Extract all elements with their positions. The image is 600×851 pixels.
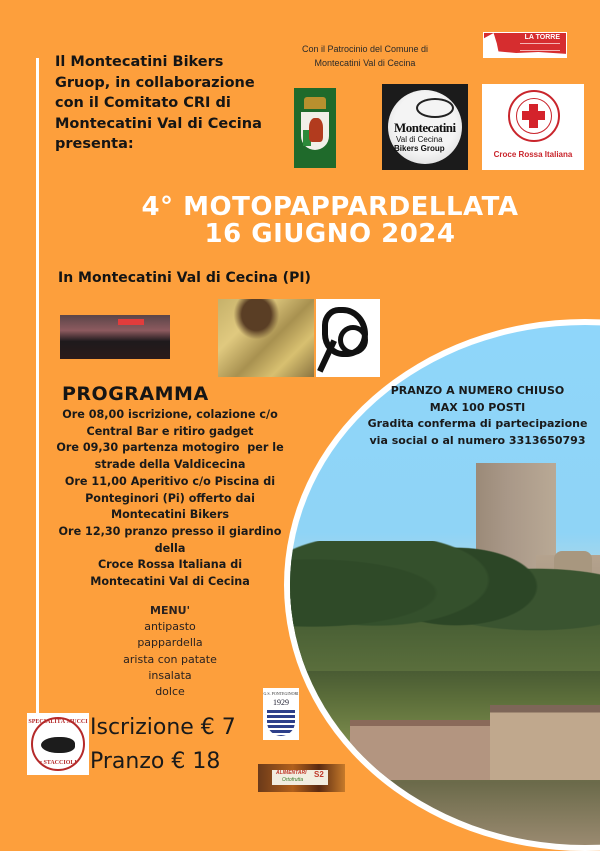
alimentari-line2: Ortofrutta [282, 777, 304, 783]
cri-label: Croce Rossa Italiana [493, 150, 573, 159]
menu-item: antipasto [144, 620, 196, 634]
event-title [60, 194, 600, 248]
programma-line: Ore 08,00 iscrizione, colazione c/o [62, 408, 278, 421]
motorcycle-logo-icon [416, 98, 454, 118]
shield-logo-icon [267, 710, 295, 736]
la-torre-title: LA TORRE [524, 34, 560, 41]
bar-sign [118, 319, 144, 325]
programma-line: Ore 12,30 pranzo presso il giardino [58, 524, 282, 538]
event-date: 16 GIUGNO 2024 [204, 219, 456, 249]
prices [90, 711, 236, 779]
programma-line: Ore 11,00 Aperitivo c/o Piscina di [64, 474, 276, 488]
lunch-info-line: via social o al numero 3313650793 [369, 433, 586, 447]
comune-coat-of-arms-logo [294, 88, 336, 168]
menu-item: pappardella [137, 636, 203, 650]
intro-line: presenta: [55, 136, 134, 152]
la-torre-subtitle-lines [520, 43, 560, 51]
gs-name: G.S. PONTEGINORI [263, 691, 299, 696]
patrocinio-text [290, 42, 440, 70]
price-pranzo: Pranzo € 18 [90, 749, 221, 774]
menu-item: dolce [155, 685, 185, 699]
programma-line: Ore 09,30 partenza motogiro per le [56, 441, 284, 455]
intro-line: Il Montecatini Bikers [55, 54, 224, 70]
houses [490, 705, 600, 780]
alimentari-mark: S2 [314, 770, 324, 779]
programma-heading: PROGRAMMA [62, 383, 209, 405]
lunch-info [355, 383, 600, 449]
menu-item: insalata [148, 668, 192, 682]
wheel-icon [338, 325, 368, 355]
motorcycle-illustration [316, 299, 380, 377]
gs-ponteginori-logo [263, 688, 299, 740]
lunch-info-line: PRANZO A NUMERO CHIUSO [390, 384, 565, 397]
patrocinio-line: Montecatini Val di Cecina [314, 58, 416, 68]
boar-logo-icon [41, 737, 75, 753]
mucci-logo-top: SPECIALITÀ MUCCI [28, 719, 88, 725]
gs-year: 1929 [273, 698, 289, 707]
la-torre-logo [483, 32, 567, 58]
lunch-info-line: Gradita conferma di partecipazione [367, 417, 588, 430]
trees [290, 541, 600, 671]
lunch-info-line: MAX 100 POSTI [429, 400, 526, 414]
lion-icon [309, 118, 323, 142]
programma-line: Central Bar e ritiro gadget [86, 424, 254, 438]
decorative-divider-line [36, 58, 39, 718]
programma-line: Montecatini Val di Cecina [90, 575, 250, 589]
alimentari-s2-logo [258, 764, 345, 792]
bikers-group-logo [382, 84, 468, 170]
menu-heading: MENU' [150, 604, 190, 617]
bikers-logo-line3: Bikers Group [394, 144, 445, 153]
croce-rossa-logo [482, 84, 584, 170]
red-cross-icon-bar [522, 111, 545, 120]
mucci-logo-bottom: e STACCIOLI [39, 760, 77, 766]
programma-line: Montecatini Bikers [110, 508, 230, 522]
menu-item: arista con patate [123, 652, 217, 666]
intro-line: Montecatini Val di Cecina [55, 115, 262, 132]
menu-list [80, 603, 260, 700]
intro-text [55, 52, 285, 155]
event-title-line1: 4° MOTOPAPPARDELLATA [141, 192, 519, 222]
central-bar-photo [60, 315, 170, 359]
crown-icon [304, 97, 326, 109]
mucci-staccioli-logo [27, 713, 89, 775]
programma-line: Ponteginori (Pi) offerto dai [85, 491, 255, 505]
bikers-logo-line1: Montecatini [394, 120, 456, 135]
intro-line: Gruop, in collaborazione [55, 74, 255, 91]
event-location: In Montecatini Val di Cecina (PI) [58, 270, 311, 286]
programma-line: strade della Valdicecina [94, 458, 246, 472]
pappardelle-photo [218, 299, 314, 377]
bikers-logo-line2: Val di Cecina [396, 135, 443, 144]
price-iscrizione: Iscrizione € 7 [90, 715, 236, 740]
alimentari-line1: ALIMENTARI [276, 770, 307, 776]
programma-line: Croce Rossa Italiana di [97, 558, 243, 572]
intro-line: con il Comitato CRI di [55, 95, 231, 111]
patrocinio-line: Con il Patrocinio del Comune di [301, 44, 429, 54]
programma-line: della [154, 541, 186, 555]
programma-list [40, 407, 300, 591]
